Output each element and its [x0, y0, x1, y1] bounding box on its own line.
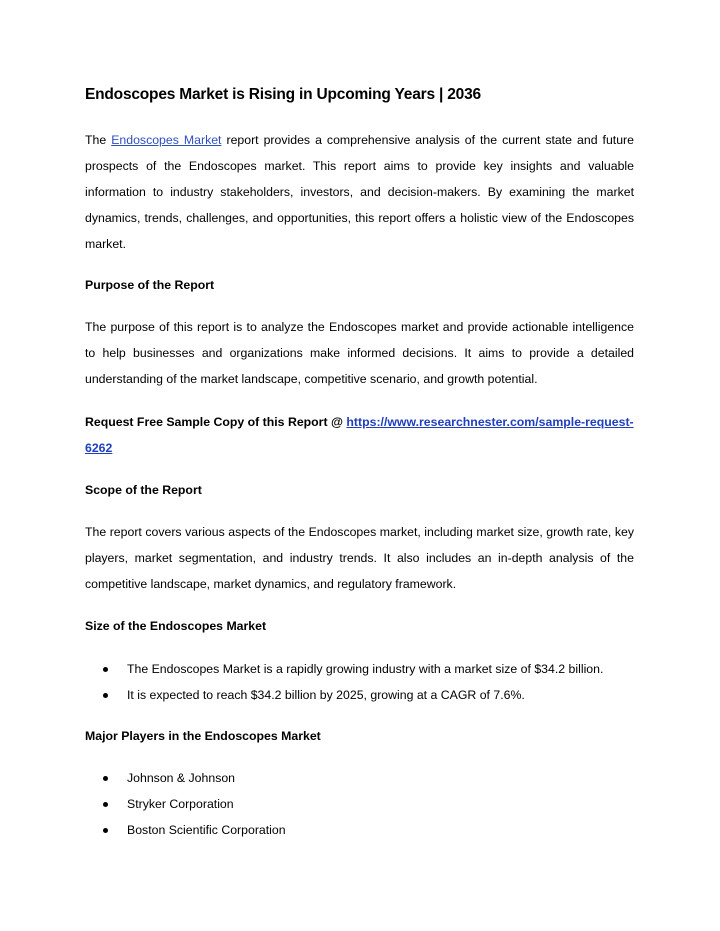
list-item: [85, 817, 645, 843]
bullet-icon: [103, 776, 108, 781]
document-title: Endoscopes Market is Rising in Upcoming Years | 2036: [85, 86, 481, 103]
bullet-icon: [103, 693, 108, 698]
list-item: [85, 791, 645, 817]
sample-request-line: [85, 409, 634, 461]
list-item-text: The Endoscopes Market is a rapidly growing industry with a market size of $34.2 billion.: [127, 662, 604, 676]
intro-prefix: The: [85, 133, 112, 147]
list-item-text: Stryker Corporation: [127, 797, 234, 811]
list-item: [85, 765, 645, 791]
list-item-text: It is expected to reach $34.2 billion by 2025, growing at a CAGR of 7.6%.: [127, 688, 525, 702]
intro-text: report provides a comprehensive analysis of the current state and future prospects of the Endoscopes market. This report aims to provide key insights and valuable information to industry stakeholders, investors, and decision-makers. By examining the market dynamics, trends, challenges, and opportunities, this report offers a holistic view of the Endoscopes market.: [85, 133, 634, 251]
list-item: [85, 656, 645, 682]
intro-paragraph: [85, 127, 634, 257]
scope-paragraph: The report covers various aspects of the Endoscopes market, including market size, growth rate, key players, market segmentation, and industry trends. It also includes an in-depth analysis of the competitive landscape, market dynamics, and regulatory framework.: [85, 525, 634, 591]
bullet-icon: [103, 667, 108, 672]
size-list: [85, 656, 645, 708]
endoscopes-market-link[interactable]: Endoscopes Market: [111, 133, 222, 147]
players-heading: Major Players in the Endoscopes Market: [85, 729, 321, 743]
bullet-icon: [103, 802, 108, 807]
scope-heading: Scope of the Report: [85, 483, 202, 497]
players-list: [85, 765, 645, 843]
purpose-heading: Purpose of the Report: [85, 278, 215, 292]
bullet-icon: [103, 828, 108, 833]
list-item-text: Boston Scientific Corporation: [127, 823, 286, 837]
list-item-text: Johnson & Johnson: [127, 771, 236, 785]
sample-request-link[interactable]: https://www.researchnester.com/sample-request-6262: [85, 415, 634, 455]
sample-request-label: Request Free Sample Copy of this Report @: [85, 415, 347, 429]
purpose-paragraph: The purpose of this report is to analyze the Endoscopes market and provide actionable intelligence to help businesses and organizations make informed decisions. It aims to provide a detailed understanding of the market landscape, competitive scenario, and growth potential.: [85, 320, 634, 386]
list-item: [85, 682, 645, 708]
size-heading: Size of the Endoscopes Market: [85, 619, 267, 633]
